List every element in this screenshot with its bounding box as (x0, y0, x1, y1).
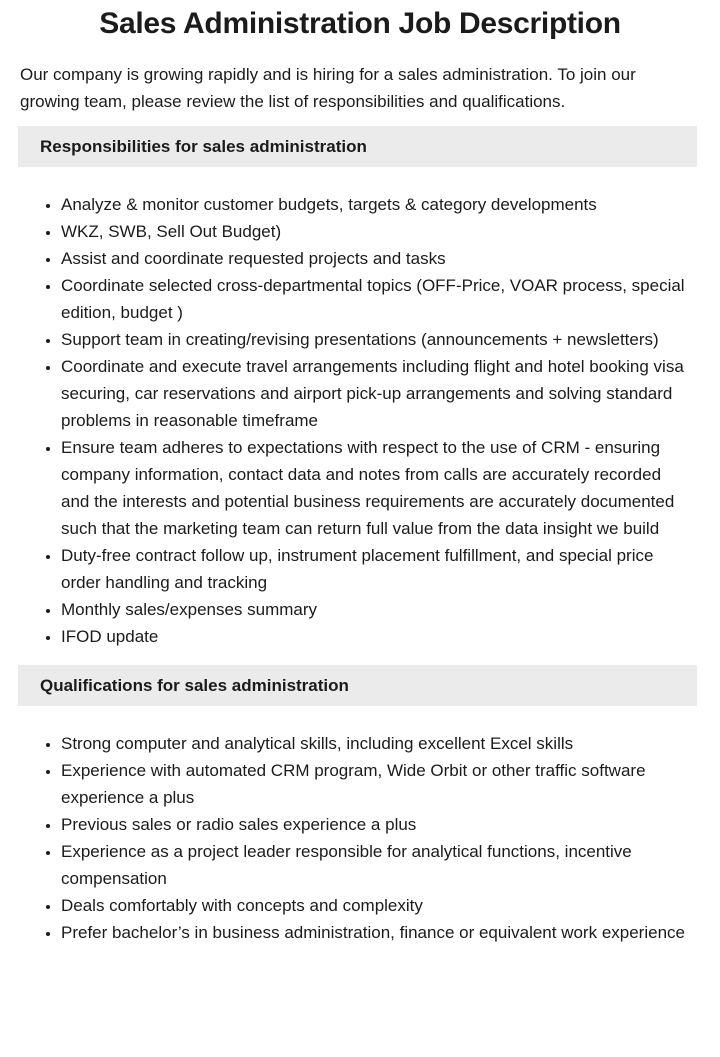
list-item: • Deals comfortably with concepts and complexity (61, 892, 694, 919)
qualifications-list (0, 730, 694, 946)
list-item: • Ensure team adheres to expectations with respect to the use of CRM - ensuring company information, contact data and notes from calls are accurately recorded and the interests and potential business requirements are accurately documented such that the marketing team can return full value from the data insight we build (61, 434, 694, 542)
list-item: • Prefer bachelor’s in business administration, finance or equivalent work experience (61, 919, 694, 946)
intro-paragraph: Our company is growing rapidly and is hiring for a sales administration. To join our growing team, please review the list of responsibilities and qualifications. (20, 65, 636, 111)
qualifications-section-heading: Qualifications for sales administration (18, 665, 697, 706)
list-item: • Experience as a project leader responsible for analytical functions, incentive compensation (61, 838, 694, 892)
list-item: • WKZ, SWB, Sell Out Budget) (61, 218, 694, 245)
list-item: • Analyze & monitor customer budgets, targets & category developments (61, 191, 694, 218)
list-item: • Monthly sales/expenses summary (61, 596, 694, 623)
list-item: • Duty-free contract follow up, instrument placement fulfillment, and special price order handling and tracking (61, 542, 694, 596)
list-item: • IFOD update (61, 623, 694, 650)
list-item: • Assist and coordinate requested projects and tasks (61, 245, 694, 272)
page-title: Sales Administration Job Description (99, 7, 621, 40)
list-item: • Coordinate selected cross-departmental topics (OFF-Price, VOAR process, special edition, budget ) (61, 272, 694, 326)
list-item: • Support team in creating/revising presentations (announcements + newsletters) (61, 326, 694, 353)
list-item: • Coordinate and execute travel arrangements including flight and hotel booking visa securing, car reservations and airport pick-up arrangements and solving standard problems in reasonable timeframe (61, 353, 694, 434)
list-item: • Previous sales or radio sales experience a plus (61, 811, 694, 838)
list-item: • Experience with automated CRM program, Wide Orbit or other traffic software experience a plus (61, 757, 694, 811)
responsibilities-list (0, 191, 694, 650)
responsibilities-section-heading: Responsibilities for sales administration (18, 126, 697, 167)
list-item: • Strong computer and analytical skills, including excellent Excel skills (61, 730, 694, 757)
